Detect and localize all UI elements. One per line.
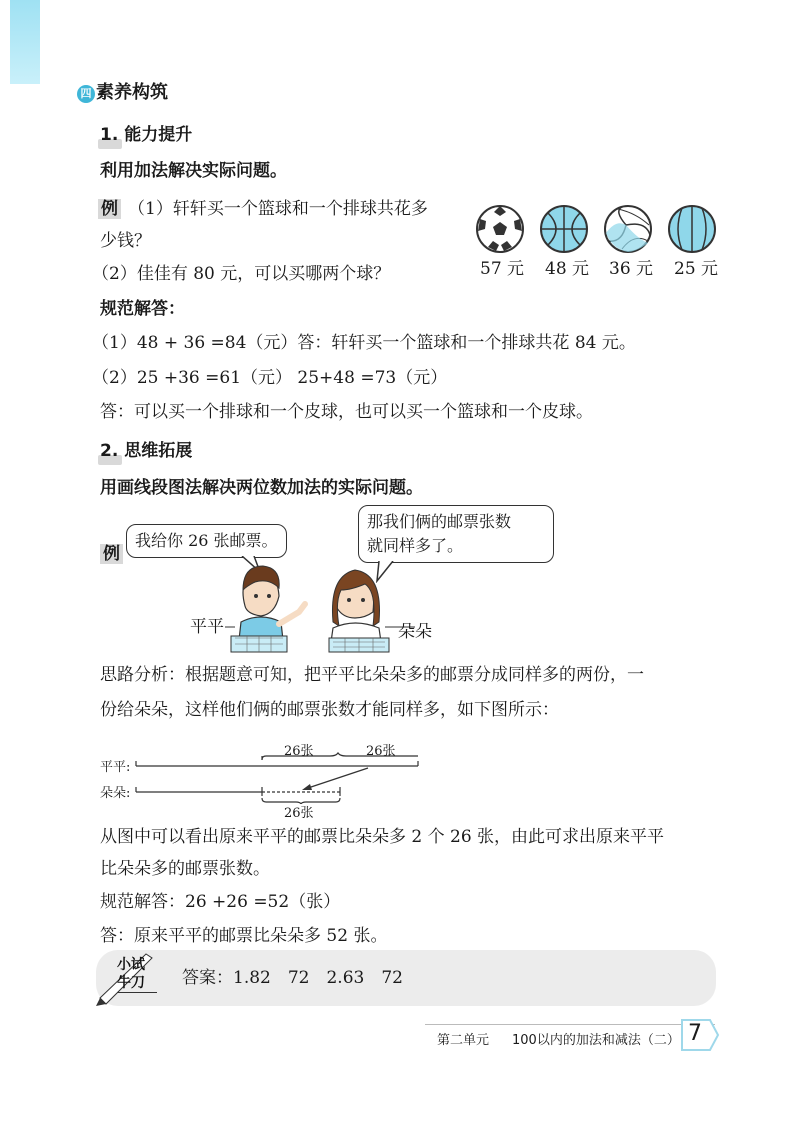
segment-label-1: 26张 (284, 744, 314, 759)
try-it-badge (117, 956, 163, 993)
children-illustration (225, 556, 410, 656)
girl-figure (329, 570, 389, 652)
volleyball-icon (605, 206, 651, 252)
corner-decoration (10, 0, 40, 84)
segment-label-2: 26张 (366, 744, 396, 759)
price-basketball: 48 元 (545, 259, 590, 279)
question-2: （2）佳佳有 80 元，可以买哪两个球？ (92, 264, 391, 284)
try-it-badge-text: 小试 牛刀 (117, 956, 157, 993)
part1-intro: 利用加法解决实际问题。 (100, 161, 287, 181)
part2-heading: 2. 思维拓展 (100, 441, 193, 461)
section-badge: 四 (77, 85, 95, 103)
question-1-line1: （1）轩轩买一个篮球和一个排球共花多 (128, 199, 428, 219)
price-ball: 25 元 (674, 259, 719, 279)
footer-rule (425, 1024, 715, 1025)
name-duoduo: 朵朵 (398, 622, 432, 642)
footer-title: 100以内的加法和减法（二） (512, 1033, 680, 1048)
solution-line-3: 答：可以买一个排球和一个皮球，也可以买一个篮球和一个皮球。 (100, 402, 593, 422)
segment-label-3: 26张 (284, 806, 314, 821)
question-1-line2: 少钱？ (100, 231, 151, 251)
example-tag: 例 (98, 198, 121, 220)
line-segment-diagram (130, 752, 425, 804)
boy-figure (231, 566, 305, 652)
solution-line-1: （1）48 + 36 =84（元）答：轩轩买一个篮球和一个排球共花 84 元。 (92, 333, 636, 353)
diagram-label-pingping: 平平: (100, 760, 131, 775)
try-it-answer: 答案：1.82 72 2.63 72 (182, 968, 403, 988)
price-volleyball: 36 元 (609, 259, 654, 279)
part2-answer: 答：原来平平的邮票比朵朵多 52 张。 (100, 926, 388, 946)
balls-illustration (470, 200, 720, 260)
solution-label: 规范解答： (100, 299, 185, 319)
ball-icon (669, 206, 715, 252)
analysis-line-2: 份给朵朵，这样他们俩的邮票张数才能同样多，如下图所示： (100, 700, 559, 720)
soccer-ball-icon (477, 206, 523, 252)
name-pointer-lines (225, 620, 415, 634)
example-tag: 例 (100, 543, 123, 565)
analysis-line-1: 思路分析：根据题意可知，把平平比朵朵多的邮票分成同样多的两份，一 (100, 665, 644, 685)
basketball-icon (541, 206, 587, 252)
page-number: 7 (688, 1021, 702, 1046)
section-title: 素养构筑 (96, 82, 168, 103)
conclusion-line-2: 比朵朵多的邮票张数。 (100, 859, 270, 879)
footer-unit: 第二单元 (437, 1033, 490, 1048)
solution-line-2: （2）25 +36 =61（元） 25+48 =73（元） (92, 368, 448, 388)
diagram-label-duoduo: 朵朵: (100, 786, 131, 801)
part1-heading: 1. 能力提升 (100, 125, 193, 145)
speech-bubble-right: 那我们俩的邮票张数 就同样多了。 (358, 505, 554, 563)
conclusion-line-1: 从图中可以看出原来平平的邮票比朵朵多 2 个 26 张，由此可求出原来平平 (100, 827, 665, 847)
speech-bubble-left: 我给你 26 张邮票。 (126, 524, 287, 558)
part2-solution: 规范解答：26 +26 =52（张） (100, 892, 341, 912)
price-soccer: 57 元 (480, 259, 525, 279)
name-pingping: 平平 (190, 617, 224, 637)
part2-intro: 用画线段图法解决两位数加法的实际问题。 (100, 478, 423, 498)
